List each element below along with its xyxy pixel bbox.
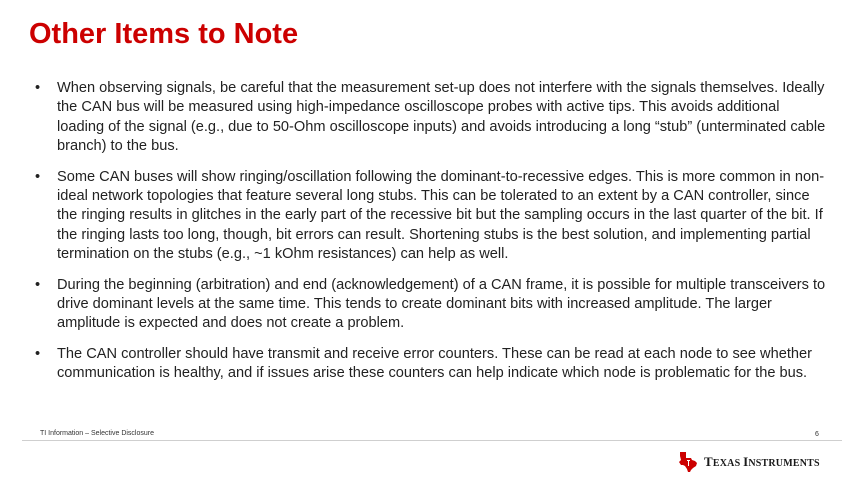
- bullet-item: [35, 276, 830, 334]
- footer-divider: [22, 440, 842, 441]
- bullet-text: The CAN controller should have transmit and receive error counters. These can be read at each node to see whether communication is healthy, and if issues arise these counters can help indicate which node is problematic for the bus.: [57, 345, 812, 382]
- bullet-text: During the beginning (arbitration) and end (acknowledgement) of a CAN frame, it is possible for multiple transceivers to drive dominant levels at the same time. This tends to create dominant bits with increased amplitude. The larger amplitude is expected and does not create a problem.: [57, 276, 826, 332]
- texas-state-icon: [678, 451, 698, 473]
- slide-title: Other Items to Note: [29, 18, 299, 50]
- logo-letters: NSTRUMENTS: [748, 458, 820, 469]
- disclosure-label: TI Information – Selective Disclosure: [40, 430, 154, 437]
- bullet-item: [35, 345, 830, 384]
- bullet-list: [35, 79, 830, 395]
- logo-letters: EXAS: [712, 458, 744, 469]
- page-number: 6: [815, 431, 819, 438]
- bullet-marker: •: [35, 345, 41, 362]
- logo-letter: I: [743, 454, 749, 469]
- bullet-marker: •: [35, 168, 41, 185]
- bullet-marker: •: [35, 276, 41, 293]
- logo-wordmark: [704, 454, 820, 470]
- ti-logo: [678, 451, 820, 473]
- bullet-item: [35, 168, 830, 265]
- bullet-item: [35, 79, 830, 157]
- bullet-text: When observing signals, be careful that the measurement set-up does not interfere with the signals themselves. Ideally the CAN bus will be measured using high-impedance oscilloscope probes with active tips. This avoids additional loading of the signal (e.g., due to 50-Ohm oscilloscope inputs) and avoids introducing a long “stub” (unterminated cable branch) to the bus.: [57, 80, 826, 155]
- logo-letter: T: [704, 454, 713, 469]
- bullet-marker: •: [35, 80, 41, 96]
- bullet-text: Some CAN buses will show ringing/oscillation following the dominant-to-recessive edges. This is more common in non-ideal network topologies that feature several long stubs. This can be tolerated to an extent by a CAN controller, since the ringing results in glitches in the early part of the recessive bit but the sampling occurs in the last quarter of the bit. If the ringing lasts too long, though, bit errors can result. Shortening stubs is the best solution, and implementing partial termination on the stubs (e.g., ~1 kOhm resistances) can help as well.: [57, 168, 825, 263]
